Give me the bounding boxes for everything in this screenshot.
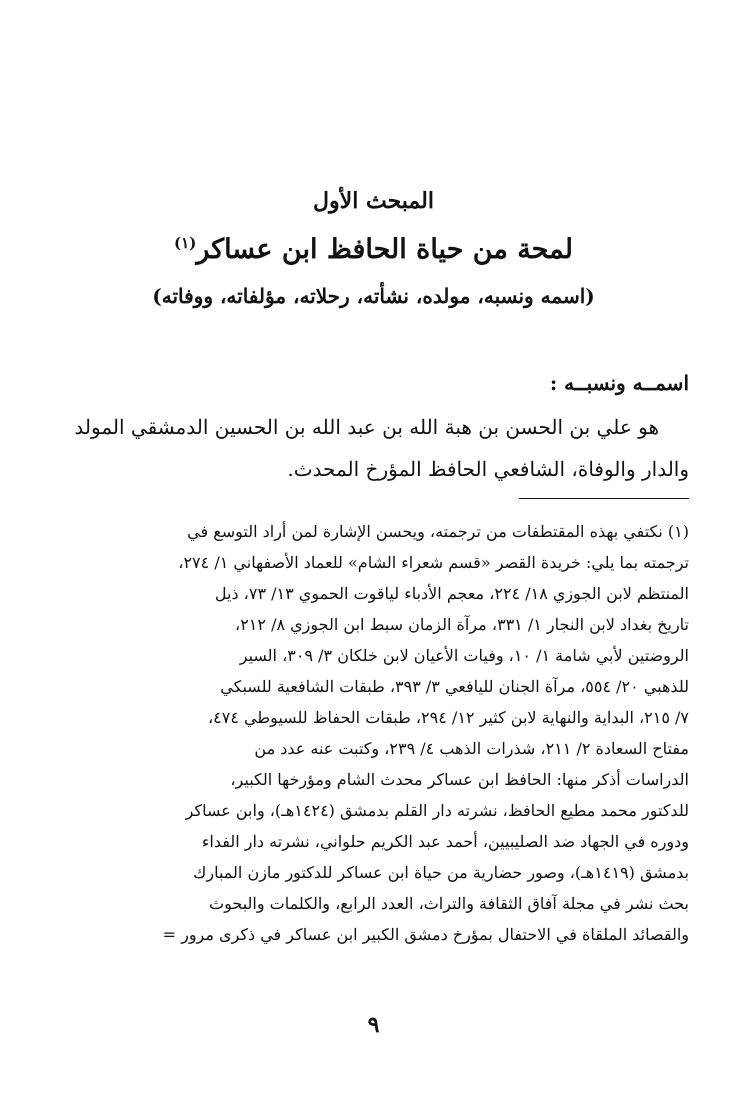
footnote-line: ودوره في الجهاد ضد الصليبيين، أحمد عبد الكريم حلواني، نشرته دار الفداء [201, 832, 689, 851]
footnote-divider [519, 498, 689, 499]
chapter-heading: المبحث الأول [313, 188, 434, 214]
body-paragraph [59, 406, 689, 490]
body-line: والدار والوفاة، الشافعي الحافظ المؤرخ المحدث. [287, 457, 689, 481]
page-number: ٩ [367, 1012, 380, 1038]
footnote-line: والقصائد الملقاة في الاحتفال بمؤرخ دمشق الكبير ابن عساكر في ذكرى مرور = [162, 925, 689, 944]
body-line: هو علي بن الحسن بن هبة الله بن عبد الله بن الحسين الدمشقي المولد [74, 415, 659, 439]
page-title-text: لمحة من حياة الحافظ ابن عساكر [196, 234, 573, 265]
footnote-line: بحث نشر في مجلة آفاق الثقافة والتراث، العدد الرابع، والكلمات والبحوث [209, 894, 689, 913]
footnote-line: بدمشق (١٤١٩هـ)، وصور حضارية من حياة ابن عساكر للدكتور مازن المبارك [193, 863, 689, 882]
section-heading: اسمــه ونسبــه : [549, 371, 689, 395]
footnote-line: مفتاح السعادة ٢/ ٢١١، شذرات الذهب ٤/ ٢٣٩، وكتبت عنه عدد من [254, 739, 689, 758]
footnote-line: الدراسات أذكر منها: الحافظ ابن عساكر محدث الشام ومؤرخها الكبير، [230, 770, 689, 789]
footnote-line: الروضتين لأبي شامة ١/ ١٠، وفيات الأعيان لابن خلكان ٣/ ٣٠٩، السير [239, 646, 689, 665]
page-subtitle: (اسمه ونسبه، مولده، نشأته، رحلاته، مؤلفاته، ووفاته) [152, 284, 595, 308]
footnote-line: (١) نكتفي بهذه المقتطفات من ترجمته، ويحسن الإشارة لمن أراد التوسع في [187, 522, 689, 541]
title-footnote-reference[interactable]: (١) [174, 234, 197, 252]
footnote-line: تاريخ بغداد لابن النجار ١/ ٣٣١، مرآة الزمان سبط ابن الجوزي ٨/ ٢١٢، [235, 615, 689, 634]
footnote-line: للذهبي ٢٠/ ٥٥٤، مرآة الجنان لليافعي ٣/ ٣٩٣، طبقات الشافعية للسبكي [220, 677, 689, 696]
page-title [0, 230, 747, 270]
footnote-line: ترجمته بما يلي: خريدة القصر «قسم شعراء الشام» للعماد الأصفهاني ١/ ٢٧٤، [178, 553, 689, 572]
footnote-line: للدكتور محمد مطيع الحافظ، نشرته دار القلم بدمشق (١٤٢٤هـ)، وابن عساكر [185, 801, 689, 820]
footnote-line: ٧/ ٢١٥، البداية والنهاية لابن كثير ١٢/ ٢٩٤، طبقات الحفاظ للسيوطي ٤٧٤، [207, 708, 689, 727]
footnote-block [59, 516, 689, 950]
footnote-line: المنتظم لابن الجوزي ١٨/ ٢٢٤، معجم الأدباء لياقوت الحموي ١٣/ ٧٣، ذيل [214, 584, 689, 603]
